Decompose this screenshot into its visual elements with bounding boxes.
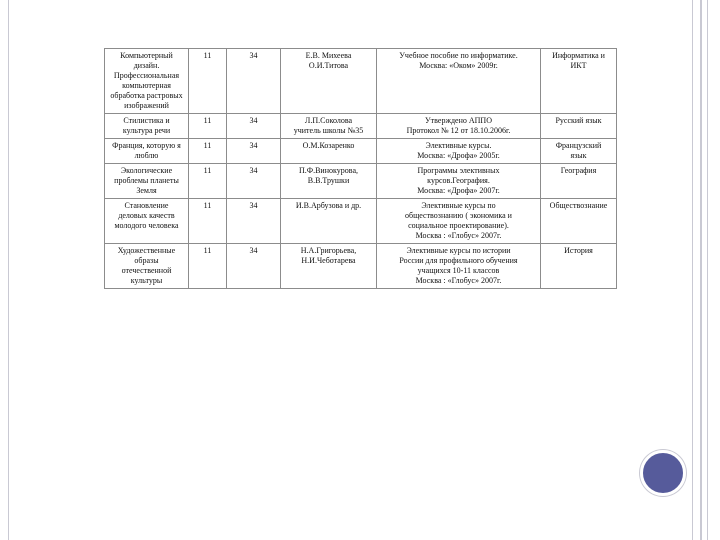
cell-subject-line: Французский xyxy=(555,141,602,150)
cell-source-line: России для профильного обучения xyxy=(399,256,518,265)
cell-course-line: деловых качеств xyxy=(118,211,175,220)
cell-hours: 34 xyxy=(227,244,281,289)
cell-subject-line: История xyxy=(564,246,593,255)
cell-source-line: Учебное пособие по информатике. xyxy=(399,51,518,60)
cell-hours: 34 xyxy=(227,114,281,139)
cell-course-line: культуры xyxy=(130,276,163,285)
cell-source xyxy=(377,114,541,139)
cell-author-line: В.В.Трушки xyxy=(307,176,350,185)
cell-source xyxy=(377,244,541,289)
cell-author-line: учитель школы №35 xyxy=(293,126,364,135)
cell-subject xyxy=(541,49,617,114)
courses-table-body xyxy=(105,49,617,289)
cell-source-line: Москва: «Дрофа» 2005г. xyxy=(417,151,500,160)
cell-subject-line: Русский язык xyxy=(555,116,602,125)
cell-subject xyxy=(541,164,617,199)
slide-nav-circle[interactable] xyxy=(640,450,686,496)
rail-line-inner xyxy=(707,0,708,540)
cell-author xyxy=(281,164,377,199)
table-row xyxy=(105,164,617,199)
cell-course-line: образы xyxy=(134,256,159,265)
cell-course xyxy=(105,139,189,164)
cell-course-line: молодого человека xyxy=(114,221,179,230)
cell-source-line: Элективные курсы по xyxy=(421,201,496,210)
cell-source-line: Программы элективных xyxy=(417,166,500,175)
cell-grade: 11 xyxy=(189,49,227,114)
cell-author-line: Е.В. Михеева xyxy=(305,51,352,60)
cell-subject-line: Обществознание xyxy=(549,201,608,210)
cell-course-line: люблю xyxy=(134,151,159,160)
cell-author-line: Н.И.Чеботарева xyxy=(301,256,356,265)
cell-course-line: Становление xyxy=(124,201,169,210)
cell-author-line: И.В.Арбузова и др. xyxy=(295,201,362,210)
cell-author-line: О.М.Козаренко xyxy=(302,141,355,150)
cell-course-line: Экологические xyxy=(120,166,173,175)
cell-subject-line: География xyxy=(560,166,597,175)
table-row xyxy=(105,49,617,114)
table-row xyxy=(105,139,617,164)
cell-subject-line: ИКТ xyxy=(570,61,587,70)
cell-author-line: П.Ф.Винокурова, xyxy=(299,166,358,175)
cell-source-line: Элективные курсы. xyxy=(425,141,492,150)
courses-table xyxy=(104,48,617,289)
cell-course xyxy=(105,114,189,139)
cell-course-line: Профессиональная xyxy=(113,71,180,80)
cell-source xyxy=(377,199,541,244)
cell-source-line: Утверждено АППО xyxy=(425,116,492,125)
cell-source xyxy=(377,49,541,114)
cell-source-line: Элективные курсы по истории xyxy=(406,246,511,255)
cell-grade: 11 xyxy=(189,244,227,289)
cell-source-line: учащихся 10-11 классов xyxy=(417,266,500,275)
cell-course-line: изображений xyxy=(124,101,169,110)
cell-course-line: Художественные xyxy=(117,246,176,255)
cell-author xyxy=(281,199,377,244)
cell-grade: 11 xyxy=(189,199,227,244)
cell-source xyxy=(377,139,541,164)
cell-subject-line: язык xyxy=(570,151,587,160)
cell-course-line: Земля xyxy=(136,186,157,195)
cell-subject-line: Информатика и xyxy=(552,51,605,60)
cell-course-line: обработка растровых xyxy=(110,91,183,100)
cell-author xyxy=(281,49,377,114)
cell-source xyxy=(377,164,541,199)
cell-subject xyxy=(541,114,617,139)
cell-hours: 34 xyxy=(227,164,281,199)
cell-course-line: Стилистика и xyxy=(123,116,170,125)
cell-grade: 11 xyxy=(189,139,227,164)
table-row xyxy=(105,114,617,139)
cell-course-line: компьютерная xyxy=(122,81,171,90)
cell-source-line: Протокол № 12 от 18.10.2006г. xyxy=(406,126,511,135)
cell-hours: 34 xyxy=(227,199,281,244)
cell-source-line: Москва: «Оком» 2009г. xyxy=(419,61,498,70)
cell-subject xyxy=(541,139,617,164)
cell-author-line: О.И.Титова xyxy=(308,61,349,70)
cell-source-line: Москва : «Глобус» 2007г. xyxy=(415,231,502,240)
cell-subject xyxy=(541,244,617,289)
cell-source-line: Москва : «Глобус» 2007г. xyxy=(415,276,502,285)
cell-course-line: Франция, которую я xyxy=(112,141,181,150)
cell-course xyxy=(105,244,189,289)
cell-source-line: обществознанию ( экономика и xyxy=(405,211,512,220)
cell-course-line: дизайн. xyxy=(133,61,160,70)
cell-grade: 11 xyxy=(189,114,227,139)
cell-course xyxy=(105,164,189,199)
cell-author-line: Л.П.Соколова xyxy=(304,116,353,125)
cell-author xyxy=(281,244,377,289)
cell-hours: 34 xyxy=(227,139,281,164)
cell-author xyxy=(281,114,377,139)
cell-course-line: культура речи xyxy=(122,126,171,135)
cell-course-line: Компьютерный xyxy=(120,51,173,60)
cell-course-line: отечественной xyxy=(121,266,172,275)
cell-hours: 34 xyxy=(227,49,281,114)
cell-author-line: Н.А.Григорьева, xyxy=(300,246,357,255)
cell-course-line: проблемы планеты xyxy=(114,176,179,185)
cell-course xyxy=(105,199,189,244)
cell-course xyxy=(105,49,189,114)
cell-grade: 11 xyxy=(189,164,227,199)
cell-source-line: курсов.География. xyxy=(427,176,490,185)
table-row xyxy=(105,244,617,289)
rail-line-outer xyxy=(700,0,702,540)
cell-source-line: Москва: «Дрофа» 2007г. xyxy=(417,186,500,195)
cell-author xyxy=(281,139,377,164)
cell-source-line: социальное проектирование). xyxy=(408,221,509,230)
cell-subject xyxy=(541,199,617,244)
table-row xyxy=(105,199,617,244)
